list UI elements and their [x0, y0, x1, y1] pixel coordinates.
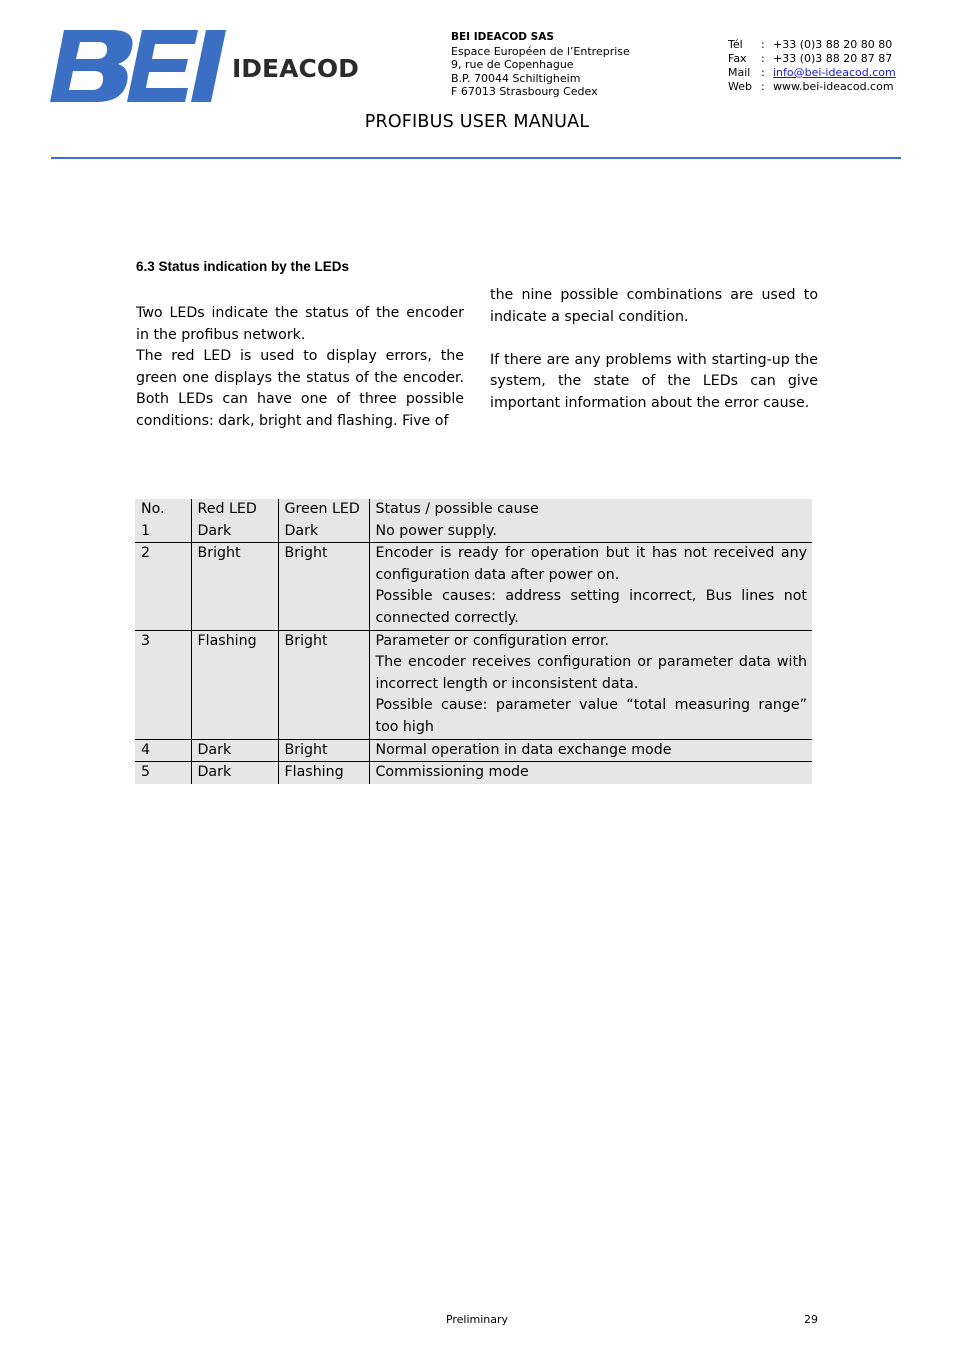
paragraph: If there are any problems with starting-up the system, the state of the LEDs can give important information about the error cause. [490, 351, 818, 411]
cell-status [369, 521, 812, 543]
column-header: No. [135, 499, 191, 521]
address-line: Espace Européen de l’Entreprise [451, 44, 630, 58]
contact-label: Web [728, 80, 752, 93]
table-row [135, 739, 812, 762]
cell-no: 1 [135, 521, 191, 543]
contact-value: +33 (0)3 88 20 87 87 [773, 52, 893, 65]
header-divider [51, 157, 901, 159]
cell-green-led: Bright [278, 543, 369, 630]
status-text: Parameter or configuration error. [375, 632, 610, 649]
contact-details [728, 38, 896, 94]
bei-ideacod-logo [50, 28, 366, 104]
paragraph: the nine possible combinations are used to indicate a special condition. [490, 287, 818, 325]
cell-green-led: Flashing [278, 762, 369, 784]
status-text: Possible causes: address setting incorrect, Bus lines not connected correctly. [375, 588, 807, 626]
cell-red-led: Dark [191, 521, 278, 543]
contact-separator: : [761, 52, 765, 65]
address-line: 9, rue de Copenhague [451, 58, 574, 72]
paragraph: The red LED is used to display errors, the green one displays the status of the encoder. Both LEDs can have one of three possible conditions: dark, bright and flashing. Five of [136, 348, 464, 429]
cell-red-led: Dark [191, 762, 278, 784]
contact-mail [728, 66, 896, 80]
contact-label: Fax [728, 52, 747, 65]
text-column-left [136, 303, 464, 433]
status-text: Normal operation in data exchange mode [375, 741, 672, 758]
status-text: Encoder is ready for operation but it has not received any configuration data after power on. [375, 545, 807, 583]
cell-red-led: Bright [191, 543, 278, 630]
column-header: Status / possible cause [375, 501, 539, 517]
cell-green-led: Dark [278, 521, 369, 543]
page-number: 29 [804, 1313, 818, 1326]
table-row [135, 630, 812, 739]
cell-red-led: Flashing [191, 630, 278, 739]
column-header: Red LED [191, 499, 278, 521]
cell-green-led: Bright [278, 630, 369, 739]
contact-label: Mail [728, 66, 751, 79]
status-text: Commissioning mode [375, 764, 529, 781]
contact-phone [728, 38, 896, 52]
table-row [135, 521, 812, 543]
address-line: B.P. 70044 Schiltigheim [451, 71, 581, 85]
cell-no: 3 [135, 630, 191, 739]
contact-value: +33 (0)3 88 20 80 80 [773, 38, 893, 51]
cell-status [369, 543, 812, 630]
document-title: PROFIBUS USER MANUAL [364, 112, 590, 132]
cell-no: 4 [135, 739, 191, 762]
table-row [135, 543, 812, 630]
cell-status [369, 739, 812, 762]
contact-fax [728, 52, 896, 66]
logo-wordmark: IDEACOD [232, 54, 359, 83]
contact-separator: : [761, 80, 765, 93]
column-header: Green LED [278, 499, 369, 521]
cell-no: 2 [135, 543, 191, 630]
status-text: Possible cause: parameter value “total measuring range” too high [375, 697, 807, 735]
address-line: F 67013 Strasbourg Cedex [451, 85, 598, 99]
paragraph: Two LEDs indicate the status of the encoder in the profibus network. [136, 305, 464, 343]
table-header-row [135, 499, 812, 521]
cell-status [369, 630, 812, 739]
email-link[interactable]: info@bei-ideacod.com [773, 66, 896, 79]
status-text: No power supply. [375, 522, 497, 539]
section-heading: 6.3 Status indication by the LEDs [136, 259, 350, 274]
text-column-right [490, 285, 818, 415]
cell-red-led: Dark [191, 739, 278, 762]
contact-separator: : [761, 38, 765, 51]
table-row [135, 762, 812, 784]
company-name: BEI IDEACOD SAS [451, 31, 554, 43]
status-text: The encoder receives configuration or parameter data with incorrect length or inconsistent data. [375, 654, 807, 692]
company-address [451, 31, 630, 99]
footer-status: Preliminary [445, 1313, 509, 1326]
contact-web [728, 80, 896, 94]
contact-label: Tél [728, 38, 743, 51]
cell-status [369, 762, 812, 784]
contact-value: www.bei-ideacod.com [773, 80, 894, 93]
led-status-table [135, 499, 812, 784]
cell-green-led: Bright [278, 739, 369, 762]
cell-no: 5 [135, 762, 191, 784]
contact-separator: : [761, 66, 765, 79]
